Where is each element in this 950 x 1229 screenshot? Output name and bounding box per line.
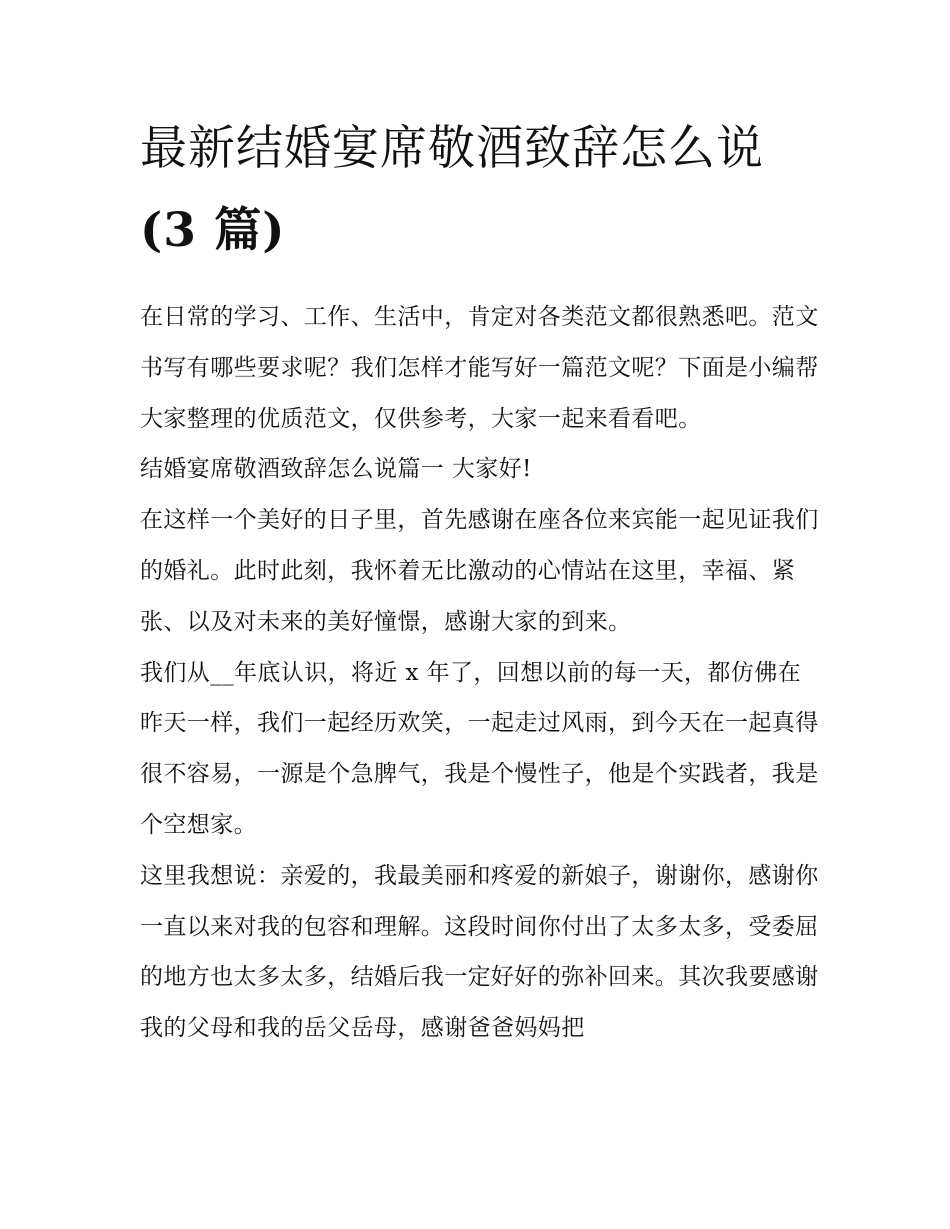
body-paragraph: 我们从__年底认识，将近 x 年了，回想以前的每一天，都仿佛在昨天一样，我们一起经历欢笑，一起走过风雨，到今天在一起真得很不容易，一源是个急脾气，我是个慢性子，他是个实践者，我是个空想家。 [140, 659, 819, 838]
title-line-2: (3 篇) [140, 203, 286, 258]
title-line-1: 最新结婚宴席敬酒致辞怎么说 [140, 121, 764, 176]
intro-paragraph: 在日常的学习、工作、生活中，肯定对各类范文都很熟悉吧。范文书写有哪些要求呢？我们怎样才能写好一篇范文呢？下面是小编帮大家整理的优质范文，仅供参考，大家一起来看看吧。 [140, 304, 819, 432]
body-paragraph: 在这样一个美好的日子里，首先感谢在座各位来宾能一起见证我们的婚礼。此时此刻，我怀着无比激动的心情站在这里，幸福、紧张、以及对未来的美好憧憬，感谢大家的到来。 [140, 507, 819, 635]
document-body [140, 292, 820, 1054]
document-page [140, 108, 820, 1054]
section-heading-paragraph: 结婚宴席敬酒致辞怎么说篇一 大家好! [140, 456, 532, 483]
document-title [140, 108, 820, 272]
body-paragraph: 这里我想说：亲爱的，我最美丽和疼爱的新娘子，谢谢你，感谢你一直以来对我的包容和理解。这段时间你付出了太多太多，受委屈的地方也太多太多，结婚后我一定好好的弥补回来。其次我要感谢我的父母和我的岳父岳母，感谢爸爸妈妈把 [140, 862, 819, 1042]
